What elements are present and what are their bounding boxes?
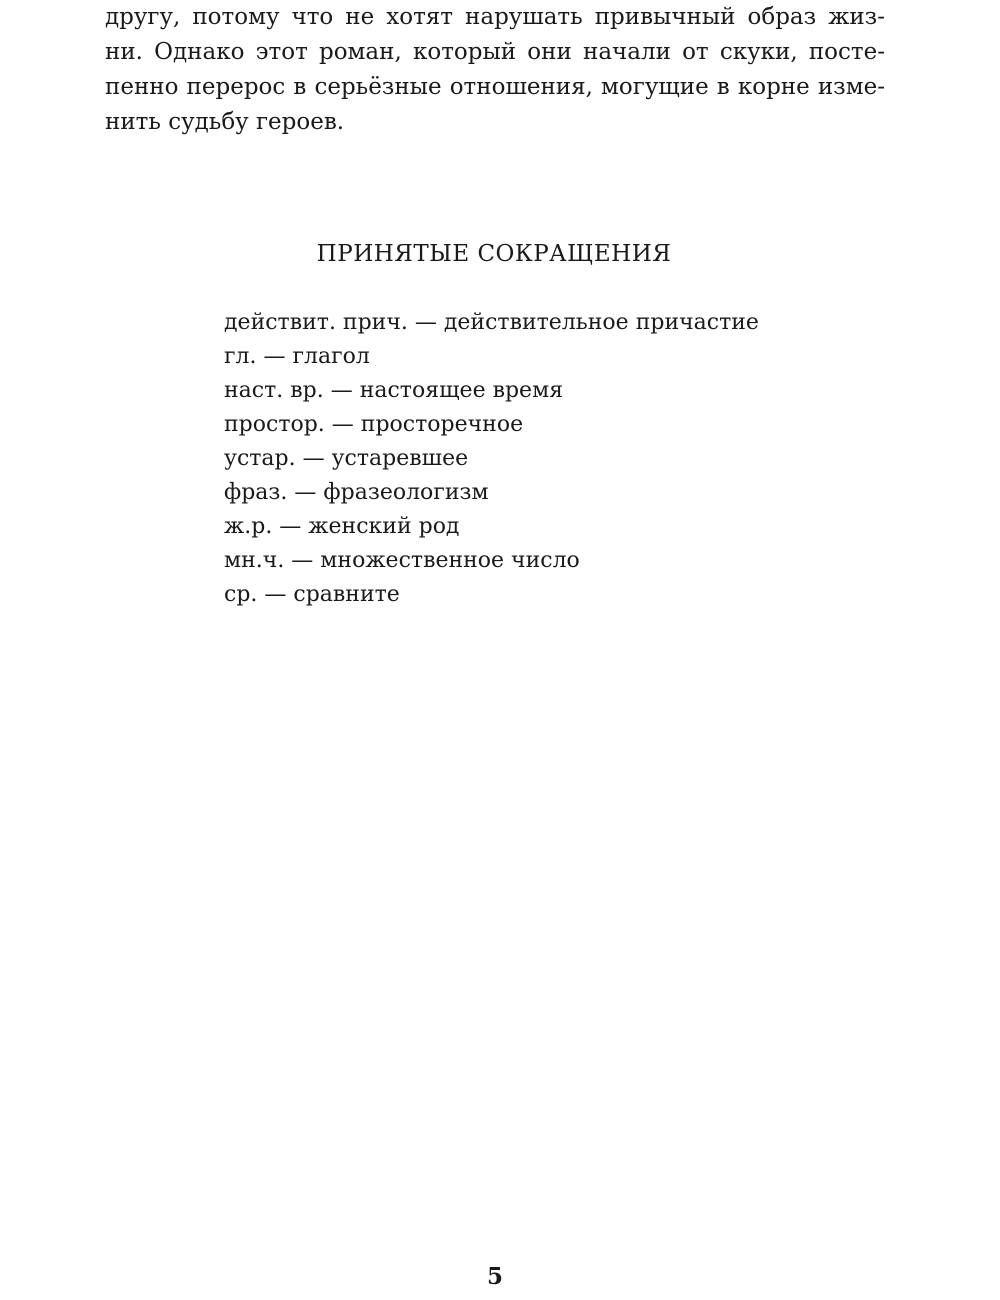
abbreviation-item: гл. — глагол xyxy=(224,344,370,369)
abbreviation-item: мн.ч. — множественное число xyxy=(224,548,580,573)
section-title: ПРИНЯТЫЕ СОКРАЩЕНИЯ xyxy=(316,241,672,267)
abbreviation-item: наст. вр. — настоящее время xyxy=(224,378,564,403)
abbreviation-item: действит. прич. — действительное причастие xyxy=(224,310,759,335)
intro-line: другу, потому что не хотят нарушать привычный образ жиз- xyxy=(105,4,885,30)
abbreviation-item: простор. — просторечное xyxy=(224,412,524,437)
intro-line: ни. Однако этот роман, который они начали от скуки, посте- xyxy=(105,39,885,65)
intro-line: пенно перерос в серьёзные отношения, могущие в корне изме- xyxy=(105,74,885,100)
abbreviation-item: фраз. — фразеологизм xyxy=(224,480,489,505)
page-number: 5 xyxy=(486,1263,503,1290)
abbreviation-item: устар. — устаревшее xyxy=(224,446,469,471)
intro-paragraph xyxy=(105,0,885,140)
abbreviation-item: ср. — сравните xyxy=(224,582,400,607)
intro-line: нить судьбу героев. xyxy=(105,109,345,135)
abbreviation-item: ж.р. — женский род xyxy=(224,514,460,539)
abbreviations-list xyxy=(224,306,759,612)
